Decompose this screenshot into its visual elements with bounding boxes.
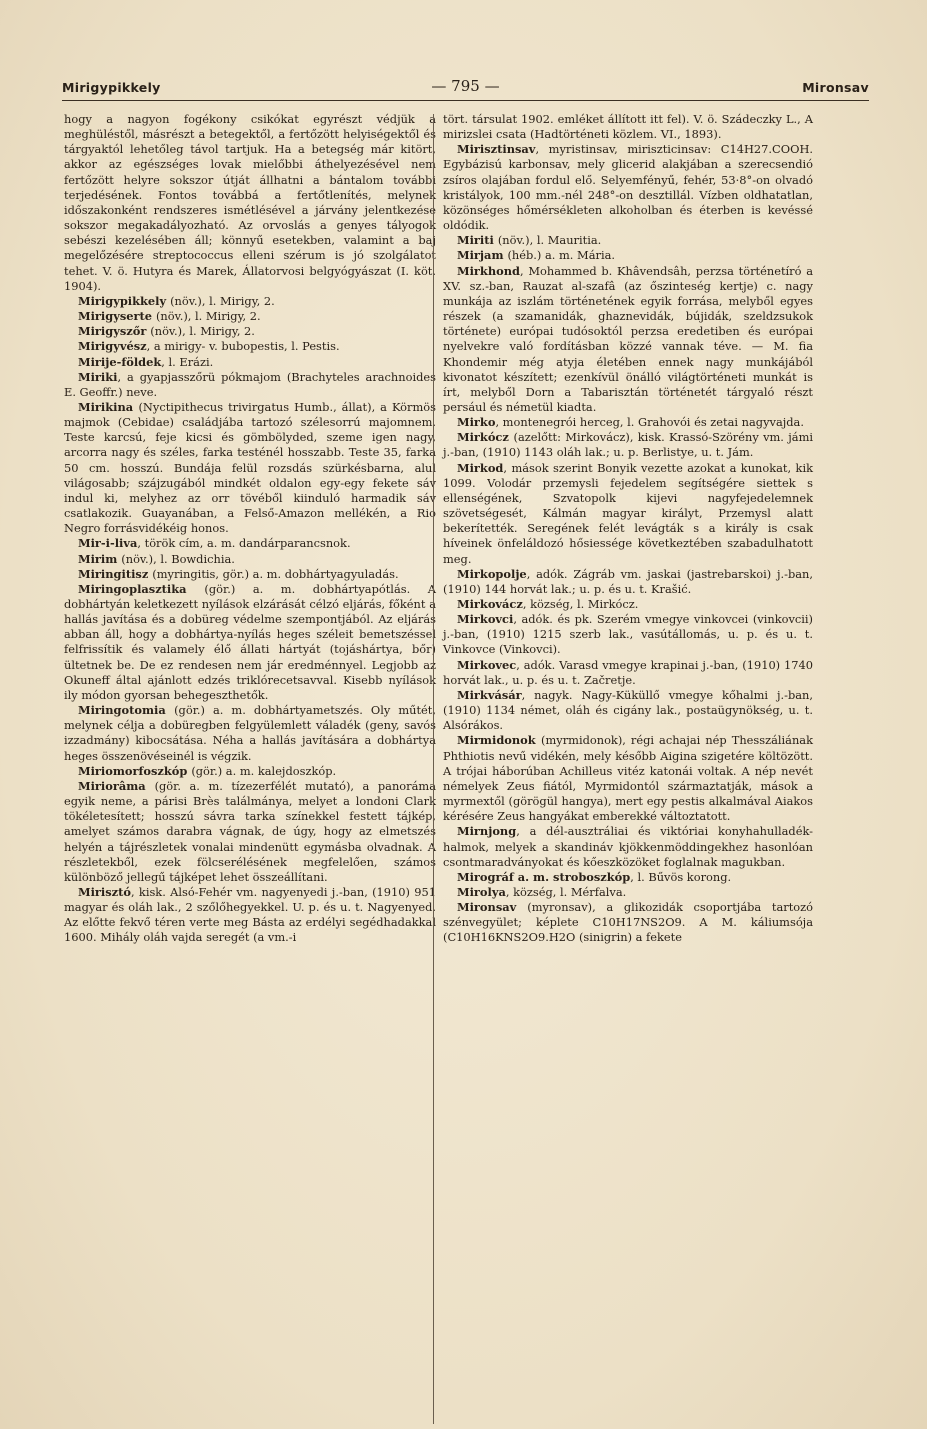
entry-mirkovci: Mirkovci, adók. és pk. Szerém vmegye vinkovcei (vinkovcii) j.-ban, (1910) 1215 szerb lak., vasútállomás, u. p. és u. t. Vinkovce (Vinkovci). <box>443 612 813 657</box>
entry-miriorama: Miriorâma (gör. a. m. tízezerfélét mutató), a panoráma egyik neme, a párisi Brès találmánya, melyet a londoni Clark tökéletesített; hosszú sávra tarka színekkel festett tájkép, amelyet számos darabra vágnak, de úgy, hogy az elmetszés helyén a tájrészletek vonalai mindenütt egymásba olvadnak. A részletekből, ezek fölcserélésének megfelelően, számos különböző jellegű tájképet lehet összeállítani. <box>64 778 436 884</box>
headword: Miriti <box>457 233 498 248</box>
entry-mirisztó: Mirisztó, kisk. Alsó-Fehér vm. nagyenyedi j.-ban, (1910) 951 magyar és oláh lak., 2 szőlőhegyekkel. U. p. és u. t. Nagyenyed. Az előtte fekvő téren verte meg Básta az erdélyi segédhadakkal 1600. Mihály oláh vajda seregét (a vm.-i <box>64 884 436 945</box>
entry-mir-i-liva: Mir-i-liva, török cím, a. m. dandárparancsnok. <box>78 536 351 551</box>
headword: Mirkhond <box>457 263 520 278</box>
headword: Miringotomia <box>78 703 175 718</box>
headword: Miriki <box>78 369 118 384</box>
headword: Mirim <box>78 551 122 566</box>
headword: Mirikina <box>78 399 139 414</box>
headword: Mirkovácz <box>457 597 523 611</box>
entry-mirije-foldek: Mirije-földek, l. Erázi. <box>78 354 214 369</box>
headword: Mirolya <box>457 884 506 899</box>
entry-miriti: Miriti (növ.), l. Mauritia. <box>457 233 602 248</box>
entry-mirkovec: Mirkovec, adók. Varasd vmegye krapinai j.-ban, (1910) 1740 horvát lak., u. p. és u. t. Začretje. <box>443 657 813 687</box>
entry-mirikina: Mirikina (Nyctipithecus trivirgatus Humb., állat), a Körmös majmok (Cebidae) családjába tartozó szélesorrú majomnem. Teste karcsú, feje kicsi és gömbölyded, szeme igen nagy, arcorra nagy és széles, farka testénél hosszabb. Teste 35, farka 50 cm. hosszú. Bundája felül rozsdás szürkésbarna, alul világosabb; szájzugából mindkét oldalon egy-egy fekete sáv indul ki, melyhez az orr tövéből kiinduló harmadik sáv csatlakozik. Guayanában, a Felső-Amazon mellékén, a Rio Negro forrásvidékéig honos. <box>64 399 436 536</box>
entry-mirisztinsav: Mirisztinsav, myristinsav, miriszticinsav: C14H27.COOH. Egybázisú karbonsav, mely glicerid alakjában a szerecsendió zsíros olajában fordul elő. Selyemfényű, fehér, 53·8°-on olvadó kristályok, 100 mm.-nél 248°-on desztillál. Vízben oldhatatlan, közönséges hőmérsékleten alkoholban és éterben is kevéssé oldódik. <box>443 142 813 233</box>
headword: Mirko <box>457 415 496 430</box>
headword: Mirkócz <box>457 430 514 445</box>
headword: Mirigyserte <box>78 309 156 324</box>
headword: Mirkovci <box>457 612 514 627</box>
header-rule <box>62 100 869 101</box>
entry-mirkod: Mirkod, mások szerint Bonyik vezette azokat a kunokat, kik 1099. Volodár przemysli fejedelem segítségére siettek s ellenségének, Szvatopolk kijevi nagyfejedelemnek szövetségesét, Kálmán magyar királyt, Przemysl alatt bekerítették. Seregének felét levágták s a király is csak híveinek önfeláldozó hősiessége következtében szabadulhatott meg. <box>443 460 813 566</box>
headword: Mirisztó <box>78 884 132 899</box>
headword: Mirije-földek <box>78 354 162 369</box>
entry-continuation: hogy a nagyon fogékony csikókat egyrészt védjük a meghüléstől, másrészt a betegektől, a fertőzött helyiségektől és tárgyaktól lehetőleg távol tartjuk. Ha a betegség már kitört, akkor az egészséges lovak mielőbbi áthelyezésével nem fertőzött helyre sokszor útját állhatni a bántalom további terjedésének. Fontos továbbá a fertőtlenítés, melynek időszakonként rendszeres ismétlésével a járvány jelentkezése sokszor megakadályozható. Az orvoslás a genyes tályogok sebészi kezelésében áll; könnyű esetekben, valamint a baj megelőzésére streptococcus elleni szérum is jó szolgálatot tehet. V. ö. Hutyra és Marek, Állatorvosi belgyógyászat (I. köt. 1904). <box>64 112 436 293</box>
entry-mirigypikkely: Mirigypikkely (növ.), l. Mirigy, 2. <box>78 293 275 308</box>
headword: Mirkopolje <box>457 566 527 581</box>
entry-mirmidonok: Mirmidonok (myrmidonok), régi achajai nép Thesszáliának Phthiotis nevű vidékén, mely később Aigina szigetére költözött. A trójai háborúban Achilleus vitéz katonái voltak. A nép nevét némelyek Zeus fiától, Myrmidontól származtatják, mások a myrmextől (görögül hangya), mert egy pestis alkalmával Aiakos kérésére Zeus hangyákat emberekké változtatott. <box>443 733 813 824</box>
entry-mirigyszor: Mirigyszőr (növ.), l. Mirigy, 2. <box>78 324 255 339</box>
entry-miriki: Miriki, a gyapjasszőrü pókmajom (Brachyteles arachnoides E. Geoffr.) neve. <box>64 369 436 399</box>
entry-mirigyvesz: Mirigyvész, a mirigy- v. bubopestis, l. Pestis. <box>78 339 340 354</box>
headword: Mirmidonok <box>457 733 542 748</box>
left-column <box>64 112 436 946</box>
entry-mirim: Mirim (növ.), l. Bowdichia. <box>78 551 235 566</box>
entry-mirkopolje: Mirkopolje, adók. Zágráb vm. jaskai (jastrebarskoi) j.-ban, (1910) 144 horvát lak.; u. p. és u. t. Krašić. <box>443 566 813 596</box>
page-number: — 795 — <box>431 77 500 95</box>
entry-miringoplasztika: Miringoplasztika (gör.) a. m. dobhártyapótlás. A dobhártyán keletkezett nyílások elzárását célzó eljárás, főként a hallás javítása és a dobüreg védelme szempontjából. Az eljárás abban áll, hogy a dobhártya-nyílás heges széleit bemetszéssel felfrissítik és valamely élő állati hártyát (tojáshártya, bőr) ültetnek be. De ez rendesen nem jár eredménnyel. Legjobb az Okuneff által ajánlott edzés triklórecetsavval. Kisebb nyílások ily módon gyorsan behegeszthetők. <box>64 581 436 702</box>
headword: Mirnjong <box>457 824 517 839</box>
entry-mirkovacz: Mirkovácz, község, l. Mirkócz. <box>457 597 639 611</box>
entry-mirkvasar: Mirkvásár, nagyk. Nagy-Küküllő vmegye kőhalmi j.-ban, (1910) 1134 német, oláh és cigány lak., postaügynökség, u. t. Alsórákos. <box>443 687 813 733</box>
entry-mirograf: Mirográf a. m. stroboszkóp, l. Bűvös korong. <box>457 869 732 884</box>
headword: Mirkovec <box>457 657 517 672</box>
column-divider <box>433 114 434 1424</box>
header-last-entry: Mironsav <box>802 80 869 95</box>
entry-continuation-right: tört. társulat 1902. emléket állított itt fel). V. ö. Szádeczky L., A mirizslei csata (Hadtörténeti közlem. VI., 1893). <box>443 112 813 142</box>
headword: Mirográf a. m. stroboszkóp <box>457 869 631 884</box>
running-head <box>62 77 869 100</box>
entry-miringitisz: Miringitisz (myringitis, gör.) a. m. dobhártyagyuladás. <box>78 566 399 581</box>
entry-mirkhond: Mirkhond, Mohammed b. Khâvendsâh, perzsa történetíró a XV. sz.-ban, Rauzat al-szafâ (az őszinteség kertje) c. nagy munkája az iszlám történetének egyik forrása, melyből egyes részek (a szamanidák, ghaznevidák, bújidák, szeldzsukok története) európai tudósoktól perzsa eredetiben és európai nyelvekre való fordításban közzé vannak téve. — M. fia Khondemir még atyja életében ennek nagy munkájából kivonatot készített; ezenkívül önálló világtörténeti munkát is írt, melyből Dorn a Tabarisztán történetét tárgyaló részt persául és németül kiadta. <box>443 263 813 414</box>
headword: Mirigypikkely <box>78 293 171 308</box>
right-column <box>443 112 813 946</box>
headword: Miringoplasztika <box>78 581 205 596</box>
headword: Mirkod <box>457 460 504 475</box>
headword: Miriomorfoszkóp <box>78 763 192 778</box>
entry-miringotomia: Miringotomia (gör.) a. m. dobhártyametszés. Oly műtét, melynek célja a dobüregben felgyülemlett váladék (geny, savós izzadmány) kibocsátása. Néha a hallás javítására a dobhártya heges összenövéseinél is végzik. <box>64 703 436 763</box>
headword: Miringitisz <box>78 566 153 581</box>
headword: Mirigyvész <box>78 339 147 354</box>
entry-mirko: Mirko, montenegrói herceg, l. Grahovói és zetai nagyvajda. <box>457 415 804 430</box>
headword: Mirisztinsav <box>457 142 536 157</box>
header-first-entry: Mirigypikkely <box>62 80 161 95</box>
headword: Mirigyszőr <box>78 324 151 339</box>
entry-mironsav: Mironsav (myronsav), a glikozidák csoportjába tartozó szénvegyület; képlete C10H17NS2O9. A M. káliumsója (C10H16KNS2O9.H2O (sinigrin) a fekete <box>443 900 813 945</box>
headword: Mirjam <box>457 248 508 263</box>
entry-mirkocz: Mirkócz (azelőtt: Mirkovácz), kisk. Krassó-Szörény vm. jámi j.-ban, (1910) 1143 oláh lak.; u. p. Berlistye, u. t. Jám. <box>443 430 814 460</box>
entry-miriomorfoszkop: Miriomorfoszkóp (gör.) a. m. kalejdoszkóp. <box>78 763 337 778</box>
entry-mirjam: Mirjam (héb.) a. m. Mária. <box>457 248 615 263</box>
headword: Miriorâma <box>78 778 155 793</box>
headword: Mirkvásár <box>457 687 522 702</box>
entry-mirolya: Mirolya, község, l. Mérfalva. <box>457 884 627 899</box>
headword: Mironsav <box>457 900 528 915</box>
entry-mirnjong: Mirnjong, a dél-ausztráliai és viktóriai konyhahulladék-halmok, melyek a skandináv kjökkenmöddingekhez hasonlóan csontmaradványokat és kőeszközöket foglalnak magukban. <box>443 824 813 869</box>
entry-mirigyserte: Mirigyserte (növ.), l. Mirigy, 2. <box>78 309 261 324</box>
headword: Mir-i-liva <box>78 536 138 551</box>
